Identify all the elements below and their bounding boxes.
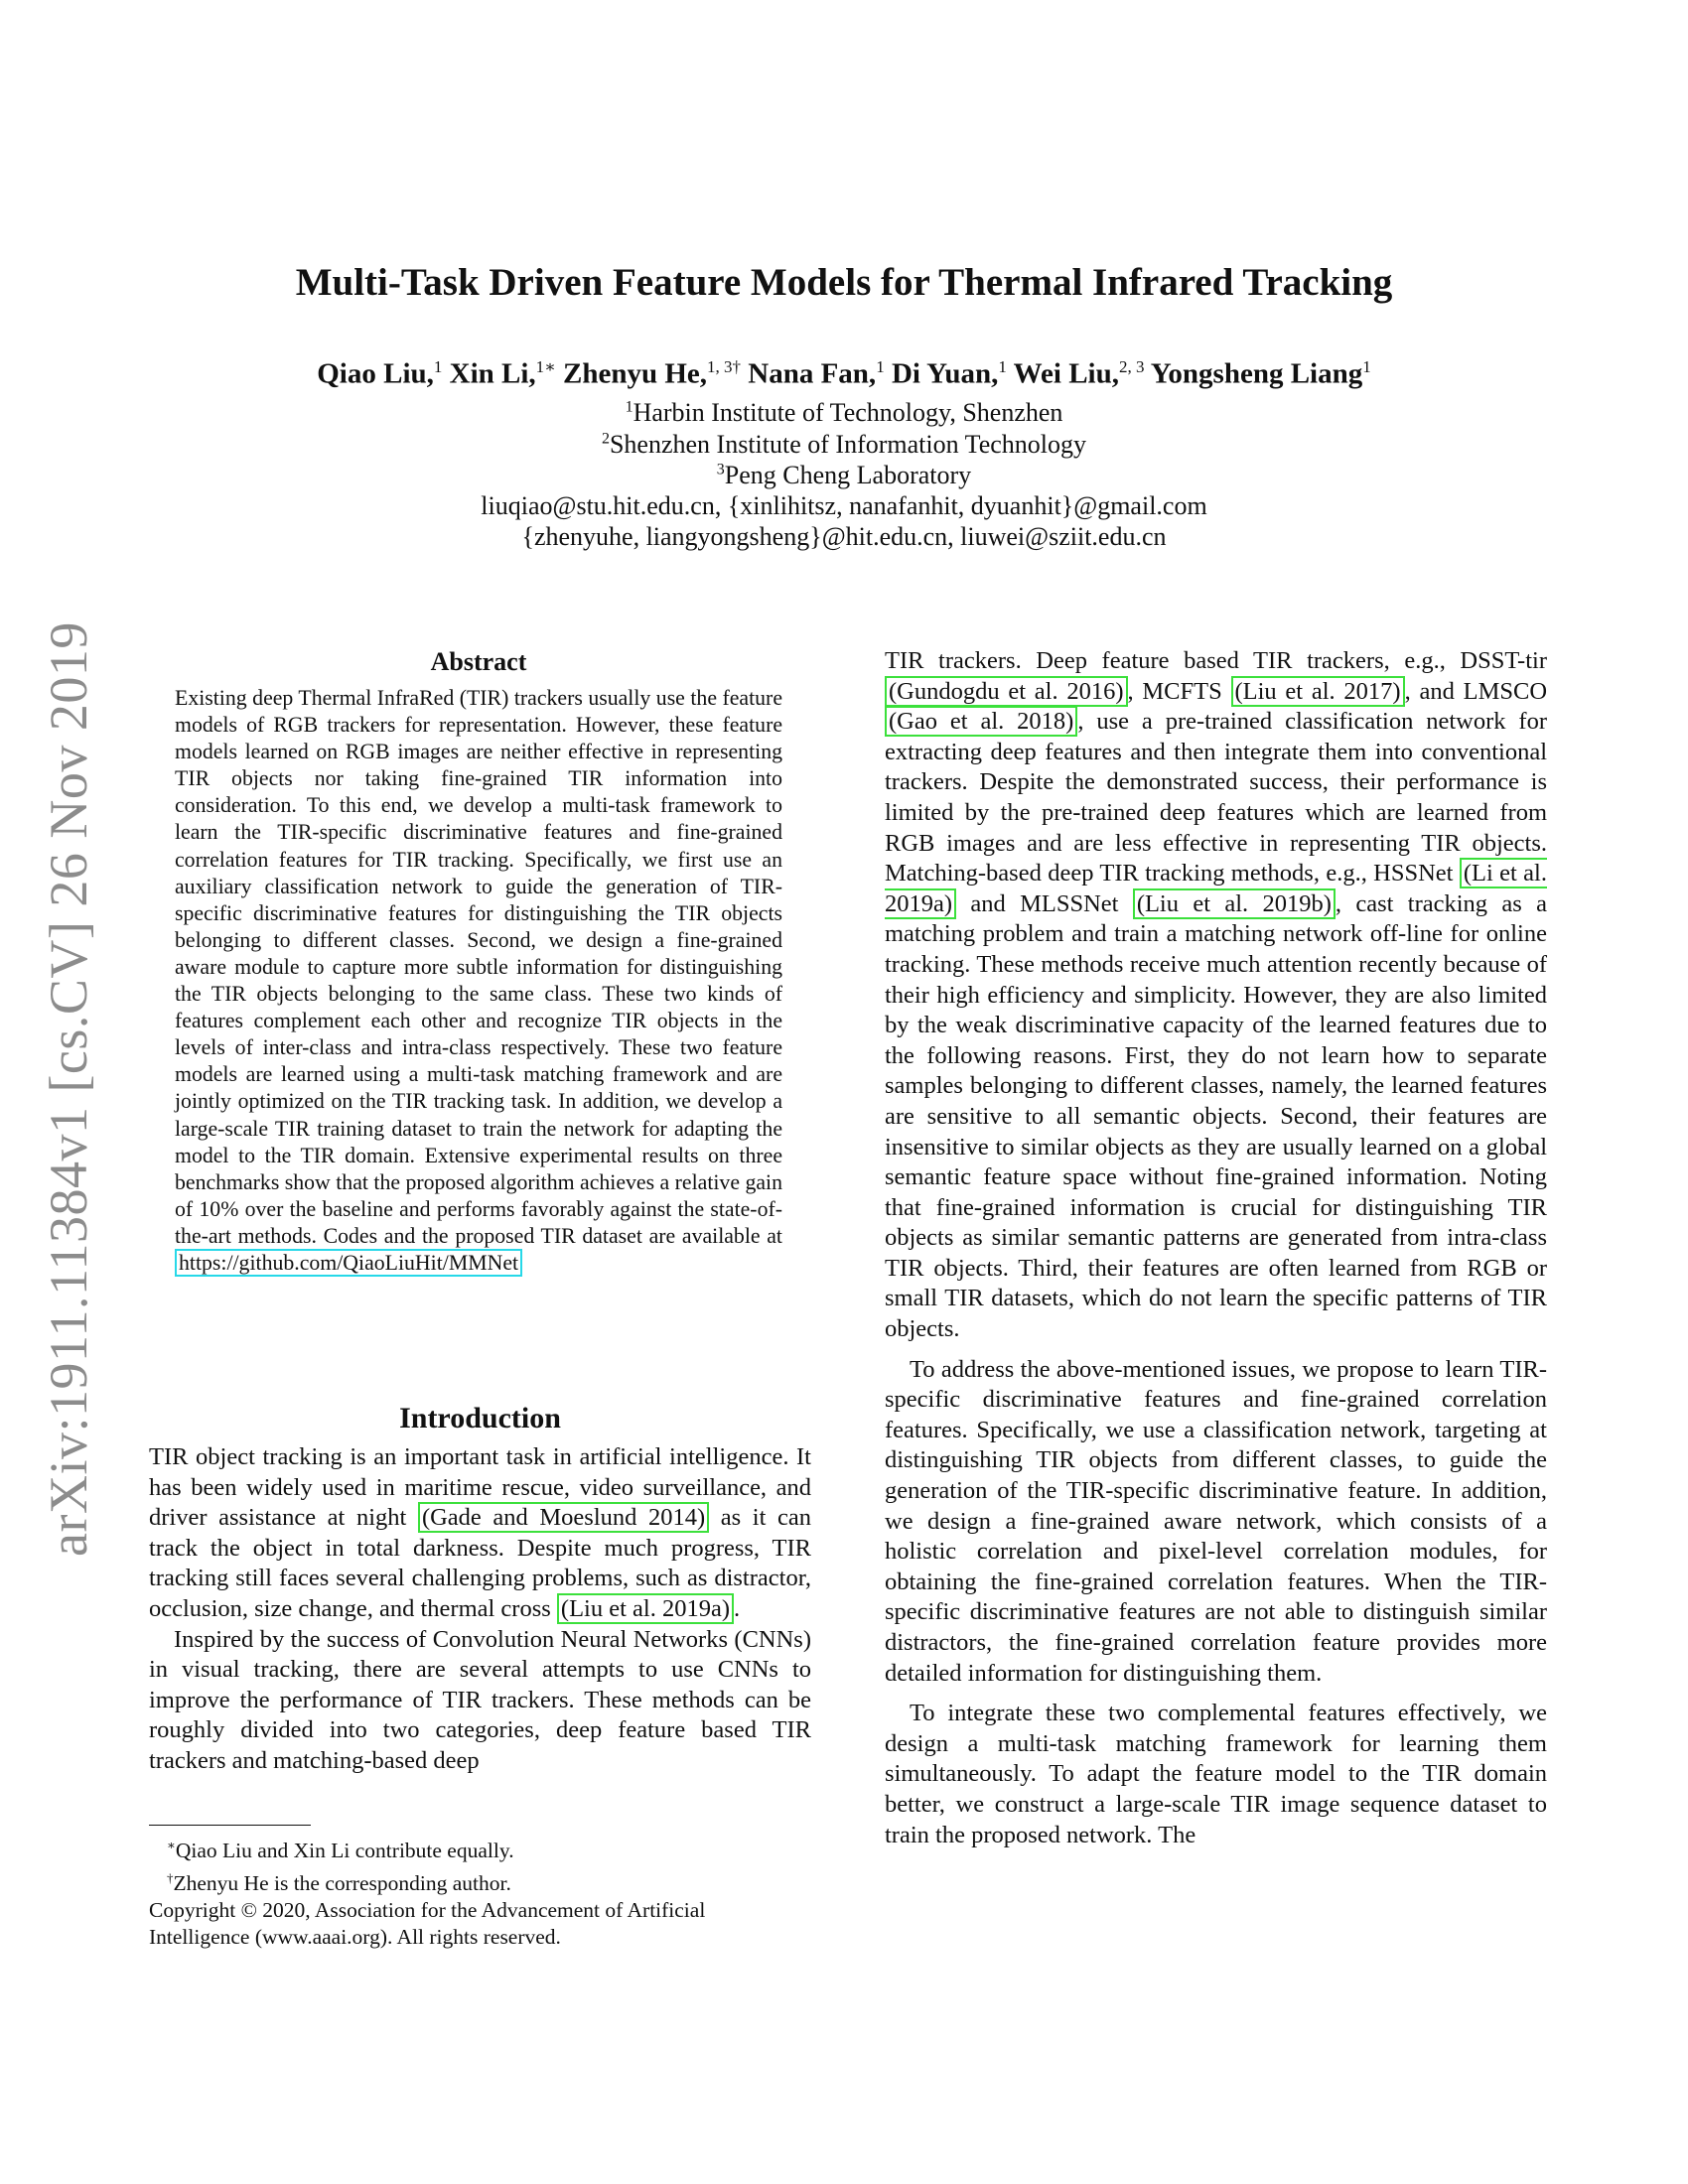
code-url-link[interactable]: https://github.com/QiaoLiuHit/MMNet: [175, 1249, 522, 1277]
footnote-2: [149, 1864, 811, 1897]
body-text: and MLSSNet: [956, 889, 1133, 917]
footnotes: [149, 1825, 811, 1951]
author-sup: 1: [876, 357, 885, 376]
intro-text: as it can track the object in total darkness. Despite much progress, TIR tracking still faces several challenging problems, such as distractor, occlusion, size change, and thermal cross: [149, 1504, 811, 1622]
abstract-heading: Abstract: [430, 647, 527, 676]
citation-link[interactable]: (Li et al. 2019a): [885, 860, 1547, 917]
abstract-text: Existing deep Thermal InfraRed (TIR) trackers usually use the feature models of RGB trackers for representation. However, these feature models learned on RGB images are neither effective in representing TIR objects nor taking fine-grained TIR information into consideration. To this end, we develop a multi-task framework to learn the TIR-specific discriminative features and fine-grained correlation features for TIR tracking. Specifically, we first use an auxiliary classification network to guide the generation of TIR-specific discriminative features for distinguishing the TIR objects belonging to different classes. Second, we design a fine-grained aware module to capture more subtle information for distinguishing the TIR objects belonging to the same class. These two kinds of features complement each other and recognize TIR objects in the levels of inter-class and intra-class respectively. These two feature models are learned using a multi-task matching framework and are jointly optimized on the TIR tracking task. In addition, we develop a large-scale TIR training dataset to train the network for adapting the model to the TIR domain. Extensive experimental results on three benchmarks show that the proposed algorithm achieves a relative gain of 10% over the baseline and performs favorably against the state-of-the-art methods. Codes and the proposed TIR dataset are available at: [175, 686, 782, 1248]
affiliation-sup: 2: [601, 430, 610, 448]
right-column-body: [885, 646, 1547, 1850]
footnote-marker: †: [167, 1870, 174, 1886]
affiliation-1: [0, 398, 1688, 428]
footnote-divider: [149, 1825, 311, 1826]
author-name: Di Yuan,: [891, 357, 999, 390]
author-name: Yongsheng Liang: [1150, 357, 1363, 390]
affiliation-text: Harbin Institute of Technology, Shenzhen: [633, 398, 1063, 427]
affiliation-2: [0, 430, 1688, 460]
affiliation-3: [0, 461, 1688, 490]
left-column-body: [149, 1442, 811, 1777]
author-sup: 1: [998, 357, 1007, 376]
citation-link[interactable]: (Gade and Moeslund 2014): [418, 1502, 709, 1533]
intro-text: TIR object tracking is an important task in artificial intelligence. It has been widely used in maritime rescue, video surveillance, and driver assistance at night: [149, 1443, 811, 1532]
body-text: , MCFTS: [1127, 677, 1231, 705]
citation-link[interactable]: (Liu et al. 2019a): [557, 1593, 734, 1624]
affiliation-sup: 3: [716, 461, 725, 478]
footnote-1: [149, 1832, 811, 1864]
body-text: TIR trackers. Deep feature based TIR trackers, e.g., DSST-tir: [885, 647, 1547, 674]
introduction-heading: Introduction: [399, 1402, 561, 1434]
body-text: , and LMSCO: [1404, 677, 1548, 705]
email-line-1: liuqiao@stu.hit.edu.cn, {xinlihitsz, nanafanhit, dyuanhit}@gmail.com: [481, 491, 1207, 520]
abstract-body: [175, 685, 782, 1277]
intro-text: .: [734, 1594, 741, 1622]
author-sup: 2, 3: [1119, 357, 1145, 376]
footnote-marker: ∗: [167, 1838, 176, 1852]
right-paragraph-1: [885, 646, 1547, 1345]
abstract-section: [175, 647, 782, 1277]
body-text: , cast tracking as a matching problem and train a matching network off-line for online tracking. These methods receive much attention recently because of their high efficiency and simplicity. However, they are also limited by the weak discriminative capacity of the learned features due to the following reasons. First, they do not learn how to separate samples belonging to different classes, namely, the learned features are sensitive to all semantic objects. Second, their features are insensitive to similar objects as they are usually learned on a global semantic feature space without fine-grained information. Noting that fine-grained information is crucial for distinguishing TIR objects as similar semantic patterns are generated from intra-class TIR objects. Third, their features are often learned from RGB or small TIR datasets, which do not learn the specific patterns of TIR objects.: [885, 889, 1548, 1343]
affiliation-text: Peng Cheng Laboratory: [724, 461, 972, 489]
arxiv-identifier: arXiv:1911.11384v1 [cs.CV] 26 Nov 2019: [39, 621, 98, 1557]
author-list: [0, 357, 1688, 391]
author-sup: 1∗: [535, 357, 556, 376]
right-paragraph-3: To integrate these two complemental features effectively, we design a multi-task matching framework for learning them simultaneously. To adapt the feature model to the TIR domain better, we construct a large-scale TIR image sequence dataset to train the proposed network. The: [885, 1700, 1547, 1848]
author-name: Zhenyu He,: [562, 357, 708, 390]
intro-paragraph-2: Inspired by the success of Convolution Neural Networks (CNNs) in visual tracking, there are several attempts to use CNNs to improve the performance of TIR trackers. These methods can be roughly divided into two categories, deep feature based TIR trackers and matching-based deep: [149, 1625, 811, 1774]
author-sup: 1: [1362, 357, 1371, 376]
citation-link[interactable]: (Gundogdu et al. 2016): [885, 676, 1128, 707]
author-sup: 1: [433, 357, 443, 376]
body-text: , use a pre-trained classification network for extracting deep features and then integrate them into conventional trackers. Despite the demonstrated success, their performance is limited by the pre-trained deep features which are learned from RGB images and are less effective in representing TIR objects. Matching-based deep TIR tracking methods, e.g., HSSNet: [885, 708, 1548, 887]
author-name: Xin Li,: [449, 357, 536, 390]
email-line-2: {zhenyuhe, liangyongsheng}@hit.edu.cn, liuwei@sziit.edu.cn: [521, 522, 1167, 551]
author-name: Qiao Liu,: [317, 357, 434, 390]
affiliation-text: Shenzhen Institute of Information Technology: [609, 430, 1087, 459]
paper-title: Multi-Task Driven Feature Models for Thermal Infrared Tracking: [295, 261, 1393, 304]
copyright-notice: Copyright © 2020, Association for the Advancement of Artificial Intelligence (www.aaai.org). All rights reserved.: [149, 1898, 706, 1950]
author-sup: 1, 3†: [707, 357, 742, 376]
footnote-text: Qiao Liu and Xin Li contribute equally.: [175, 1839, 514, 1863]
citation-link[interactable]: (Liu et al. 2019b): [1133, 888, 1336, 919]
author-name: Wei Liu,: [1013, 357, 1119, 390]
citation-link[interactable]: (Liu et al. 2017): [1231, 676, 1405, 707]
affiliation-sup: 1: [625, 398, 633, 416]
right-paragraph-2: To address the above-mentioned issues, we propose to learn TIR-specific discriminative features and fine-grained correlation features. Specifically, we use a classification network, targeting at distinguishing TIR objects from different classes, to guide the generation of the TIR-specific discriminative feature. In addition, we design a fine-grained aware network, which consists of a holistic correlation and pixel-level correlation modules, for obtaining the fine-grained correlation features. When the TIR-specific discriminative features are not able to distinguish similar distractors, the fine-grained correlation feature provides more detailed information for distinguishing them.: [885, 1355, 1547, 1687]
intro-paragraph-1: [149, 1442, 811, 1625]
citation-link[interactable]: (Gao et al. 2018): [885, 706, 1077, 737]
footnote-text: Zhenyu He is the corresponding author.: [173, 1871, 511, 1896]
author-name: Nana Fan,: [748, 357, 877, 390]
